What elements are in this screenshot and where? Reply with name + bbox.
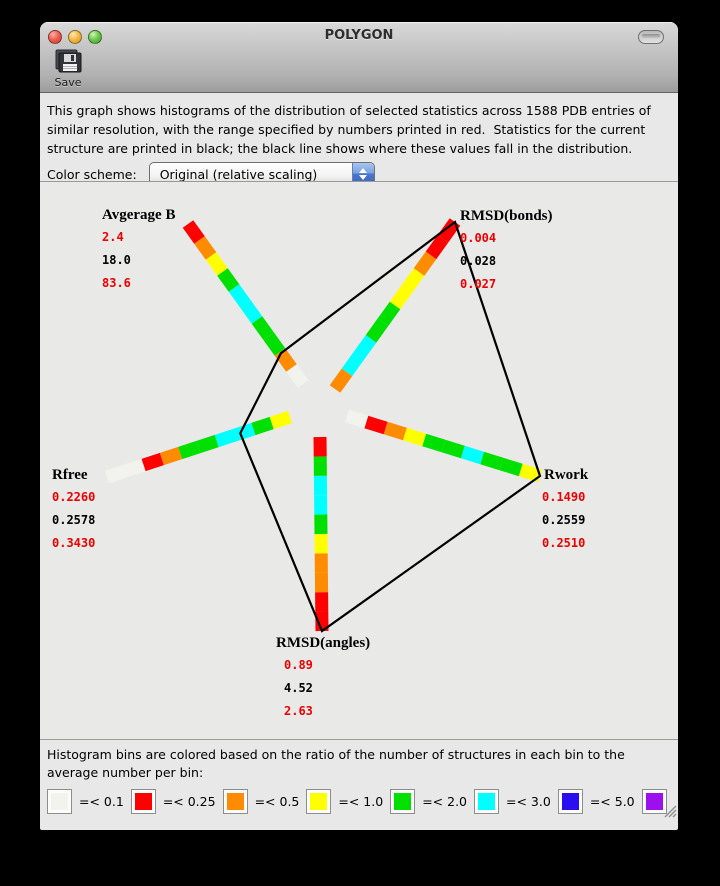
legend-swatch-color-purple: [646, 793, 663, 810]
legend-swatch-orange: [223, 789, 248, 814]
axis-label-rmsd_bonds: RMSD(bonds): [460, 208, 553, 224]
color-scheme-selected-value: Original (relative scaling): [159, 166, 318, 182]
legend-swatch-white: [47, 789, 72, 814]
legend-swatch-color-yellow: [310, 793, 327, 810]
histogram-bin-rwork-3: [463, 452, 482, 458]
axis-value-rmsd_angles-max: 2.63: [284, 704, 313, 718]
histogram-bin-rfree-4: [180, 447, 198, 453]
legend-swatch-green: [390, 789, 415, 814]
polygon-plot-canvas: [40, 181, 678, 739]
axis-value-rmsd_angles-current: 4.52: [284, 681, 313, 695]
legend-bin-label-white: =< 0.1: [79, 794, 124, 809]
window-title: POLYGON: [324, 28, 394, 43]
histogram-bin-rfree-5: [199, 441, 217, 447]
legend-swatch-color-blue: [562, 793, 579, 810]
axis-value-rwork-min: 0.1490: [542, 490, 586, 504]
histogram-bin-rfree-2: [144, 459, 162, 465]
info-section: [40, 93, 678, 181]
histogram-bin-rmsd_bonds-8: [347, 356, 359, 373]
legend-swatch-yellow: [306, 789, 331, 814]
info-text-line-3: structure are printed in black; the black line shows where these values fall in the distribution.: [47, 141, 633, 156]
legend-bin-label-yellow: =< 1.0: [338, 794, 384, 809]
axis-label-rmsd_angles: RMSD(angles): [276, 635, 371, 651]
axis-label-avg_b: Avgerage B: [102, 207, 176, 223]
axis-value-avg_b-max: 83.6: [102, 276, 131, 290]
histogram-bin-avg_b-7: [269, 336, 281, 352]
legend-bin-label-orange: =< 0.5: [254, 794, 300, 809]
legend-swatch-color-red: [135, 793, 152, 810]
axis-value-avg_b-min: 2.4: [102, 230, 124, 244]
info-text-line-1: This graph shows histograms of the distribution of selected statistics across 1588 PDB entries of: [47, 103, 651, 118]
histogram-bin-rmsd_bonds-9: [335, 372, 347, 389]
legend-swatch-color-cyan: [478, 793, 495, 810]
legend-text-line-1: Histogram bins are colored based on the ratio of the number of structures in each bin to the: [47, 747, 625, 762]
legend-swatch-color-white: [51, 793, 68, 810]
histogram-bin-avg_b-8: [280, 352, 292, 368]
legend-bin-label-blue: =< 5.0: [589, 794, 635, 809]
histogram-bin-rwork-9: [347, 416, 366, 422]
histogram-bin-avg_b-9: [292, 368, 304, 384]
histogram-bin-avg_b-4: [234, 288, 246, 304]
histogram-bin-avg_b-3: [223, 272, 235, 288]
histogram-bin-avg_b-0: [188, 224, 200, 240]
histogram-bin-rfree-6: [217, 435, 235, 441]
axis-value-avg_b-current: 18.0: [102, 253, 131, 267]
legend-bin-label-cyan: =< 3.0: [506, 794, 551, 809]
histogram-bin-rwork-7: [386, 428, 405, 434]
save-floppy-icon: [55, 58, 82, 77]
histogram-bin-rfree-9: [272, 417, 290, 423]
histogram-bin-rmsd_bonds-4: [395, 289, 407, 306]
histogram-bin-rfree-3: [162, 453, 180, 459]
histogram-bin-rwork-2: [482, 458, 501, 464]
window-chrome: [40, 22, 678, 93]
toolbar-toggle-pill[interactable]: [638, 30, 664, 44]
histogram-bin-avg_b-6: [257, 320, 269, 336]
histogram-bin-rmsd_bonds-1: [431, 239, 443, 256]
resize-grip[interactable]: [662, 803, 677, 822]
axis-value-rmsd_bonds-current: 0.028: [460, 254, 497, 268]
histogram-bin-rwork-5: [424, 440, 443, 446]
histogram-bin-rfree-1: [125, 465, 143, 471]
axis-label-rwork: Rwork: [544, 467, 589, 483]
legend-section: [40, 739, 678, 823]
axis-value-rmsd_bonds-min: 0.004: [460, 231, 497, 245]
axis-value-rmsd_angles-min: 0.89: [284, 658, 313, 672]
histogram-bin-rmsd_bonds-7: [359, 339, 371, 356]
histogram-bin-rfree-8: [253, 423, 271, 429]
polygon-window: [40, 22, 678, 830]
histogram-bin-avg_b-2: [211, 256, 223, 272]
histogram-bin-rmsd_bonds-6: [371, 322, 383, 339]
titlebar[interactable]: [40, 22, 678, 49]
axis-value-rfree-max: 0.3430: [52, 536, 96, 550]
color-scheme-label: Color scheme:: [47, 166, 137, 182]
histogram-bin-avg_b-1: [200, 240, 212, 256]
legend-text-line-2: average number per bin:: [47, 765, 204, 780]
radar-histogram-svg: [40, 182, 678, 740]
histogram-bin-rwork-4: [444, 446, 463, 452]
axis-value-rwork-current: 0.2559: [542, 513, 586, 527]
histogram-bin-rmsd_bonds-3: [407, 272, 419, 289]
legend-bin-label-green: =< 2.0: [422, 794, 468, 809]
histogram-bin-rfree-7: [235, 429, 253, 435]
save-button-label: Save: [54, 76, 82, 89]
info-text-line-2: similar resolution, with the range specified by numbers printed in red. Statistics for the current: [47, 122, 646, 137]
histogram-bin-avg_b-5: [246, 304, 258, 320]
histogram-bin-rmsd_bonds-2: [419, 255, 431, 272]
histogram-bin-rwork-6: [405, 434, 424, 440]
legend-swatch-cyan: [474, 789, 499, 814]
histogram-bin-rfree-0: [107, 471, 125, 477]
legend-swatch-color-orange: [227, 793, 244, 810]
axis-value-rfree-min: 0.2260: [52, 490, 96, 504]
histogram-bin-rwork-8: [366, 422, 385, 428]
axis-value-rfree-current: 0.2578: [52, 513, 96, 527]
save-button[interactable]: [48, 49, 88, 89]
legend-bin-label-red: =< 0.25: [162, 794, 216, 809]
histogram-bin-rwork-1: [501, 464, 520, 470]
legend-swatch-red: [131, 789, 156, 814]
axis-value-rwork-max: 0.2510: [542, 536, 586, 550]
legend-swatch-color-green: [394, 793, 411, 810]
legend-swatch-blue: [558, 789, 583, 814]
histogram-bin-rwork-0: [521, 470, 540, 476]
axis-label-rfree: Rfree: [52, 467, 88, 483]
histogram-bin-rmsd_bonds-5: [383, 306, 395, 323]
axis-value-rmsd_bonds-max: 0.027: [460, 277, 497, 291]
